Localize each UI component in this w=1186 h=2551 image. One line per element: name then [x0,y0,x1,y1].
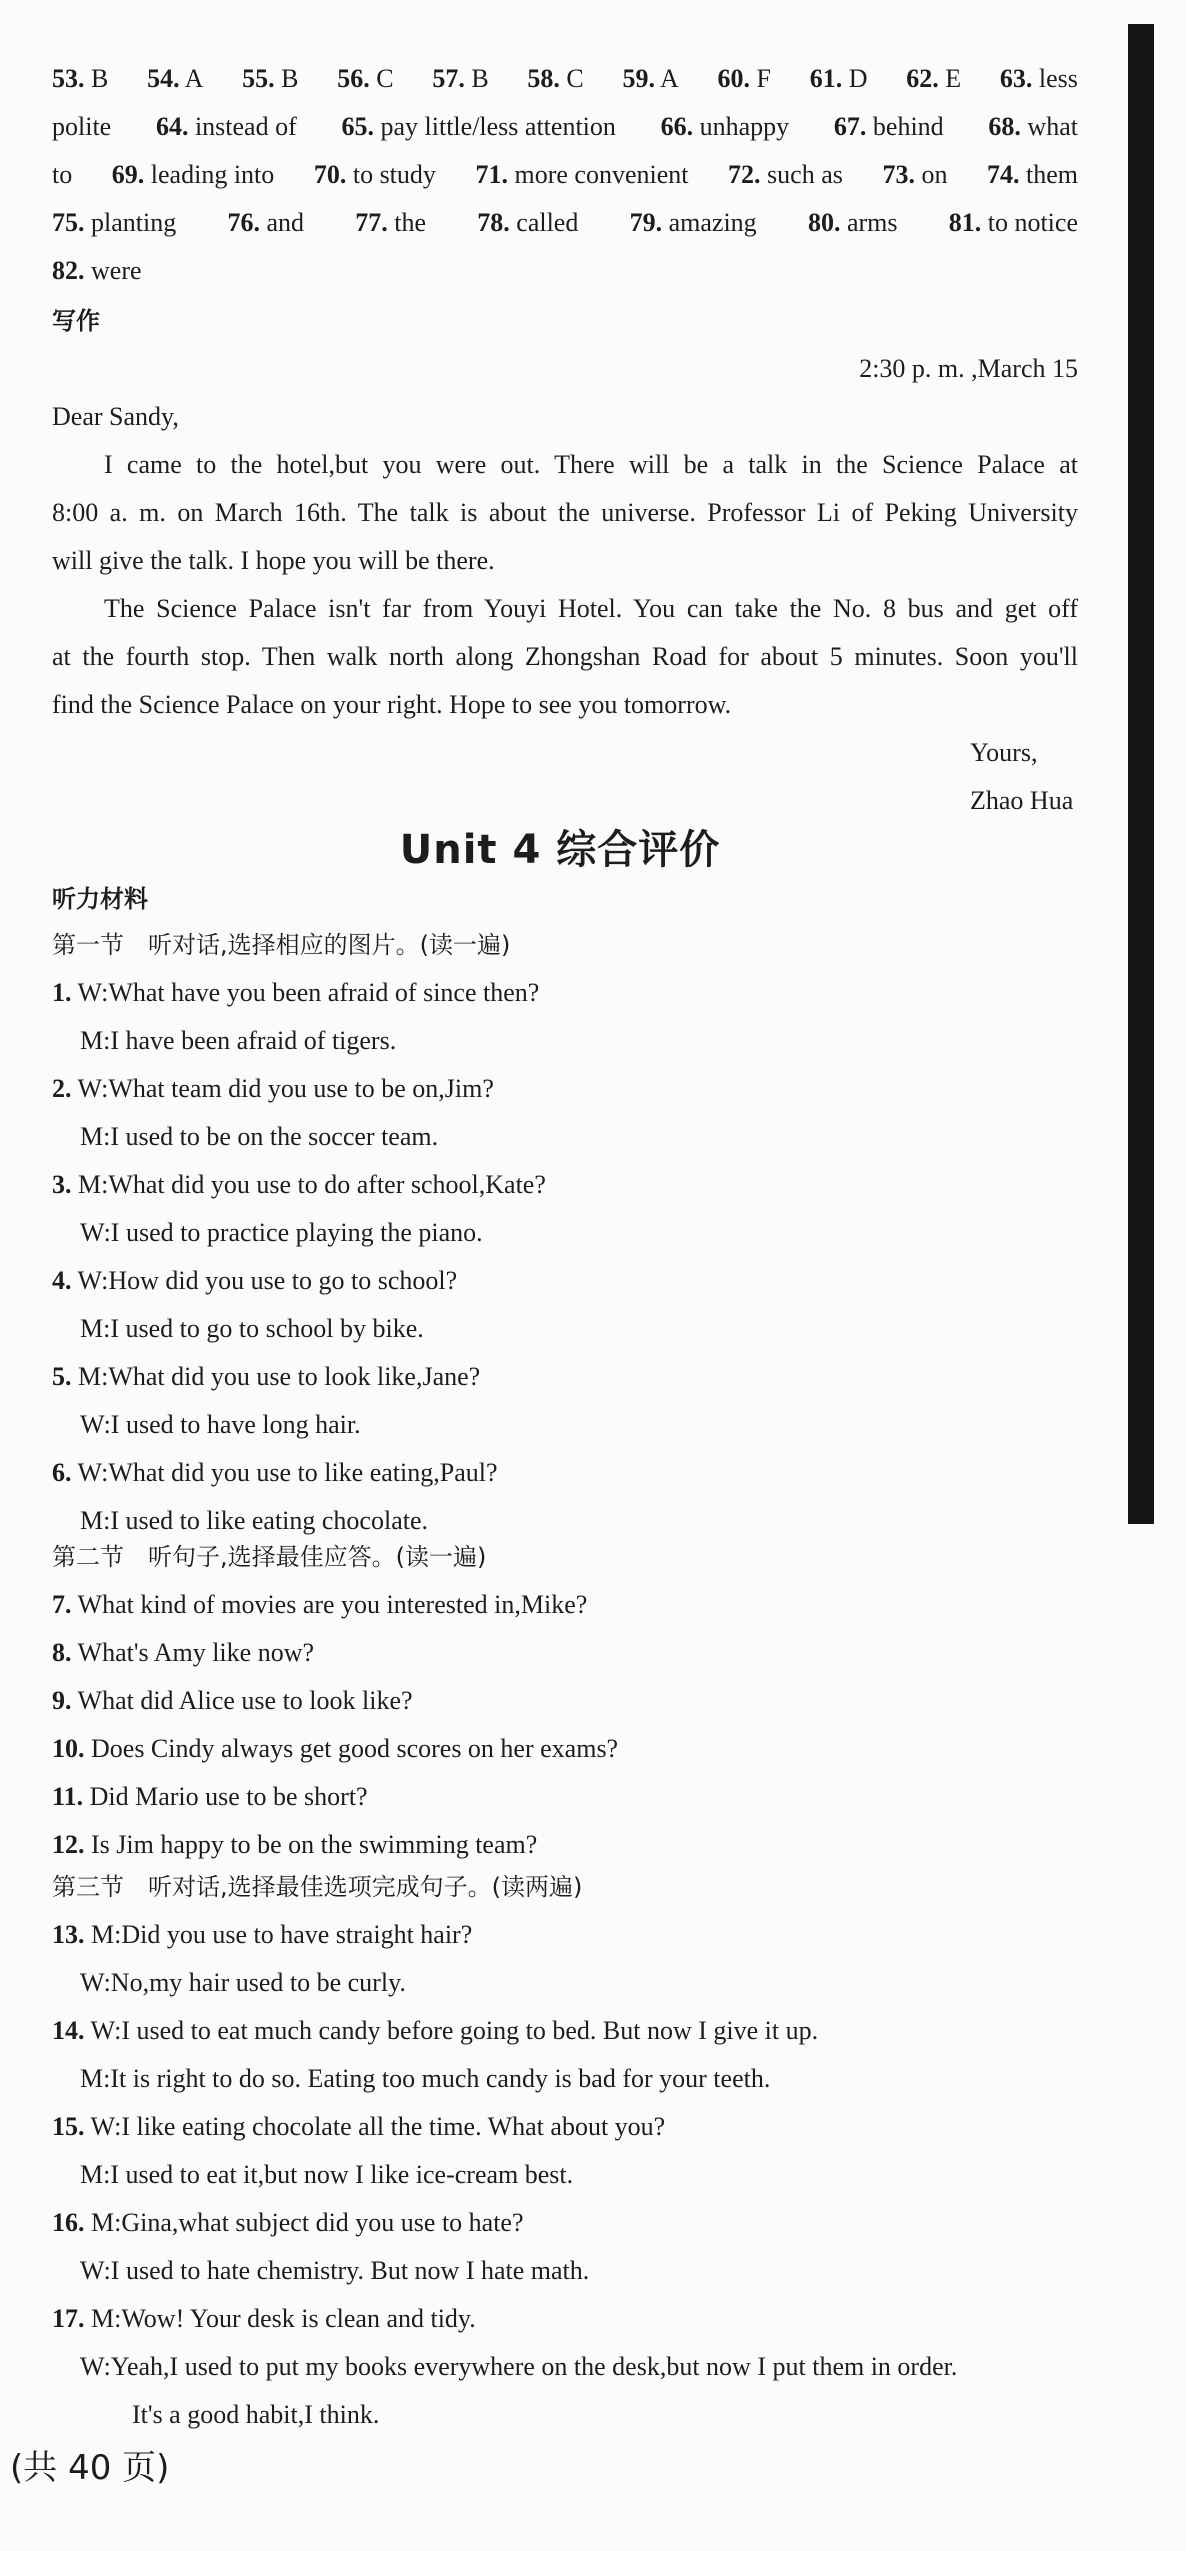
answer-item [477,200,578,246]
answer-text: called [509,208,579,237]
writing-heading: 写作 [52,307,100,335]
letter-paragraph-1-line-2: 8:00 a. m. on March 16th. The talk is about the universe. Professor Li of Peking University [52,498,1078,527]
letter-date: 2:30 p. m. ,March 15 [859,354,1078,383]
question-number: 11. [52,1782,84,1811]
answer-row-4 [52,200,1078,246]
question-number: 14. [52,2016,85,2045]
question-number: 8. [52,1638,72,1667]
line-text: It's a good habit,I think. [132,2400,380,2429]
question-number: 10. [52,1734,85,1763]
answer-number: 69. [111,160,145,189]
listening-line [52,2200,1078,2246]
letter-paragraph-1-line-1: I came to the hotel,but you were out. There will be a talk in the Science Palace at [104,450,1078,479]
answer-number: 63. [999,64,1033,93]
question-number: 3. [52,1170,72,1199]
listening-line [52,1402,1078,1448]
line-text: Does Cindy always get good scores on her exams? [91,1734,619,1763]
listening-line [52,1258,1078,1304]
answer-number: 78. [477,208,510,237]
listening-line [52,970,1078,1016]
line-text: M:Wow! Your desk is clean and tidy. [91,2304,476,2333]
letter-greeting: Dear Sandy, [52,402,179,431]
answer-number: 56. [337,64,370,93]
line-text: W:I used to eat much candy before going to bed. But now I give it up. [90,2016,819,2045]
letter-paragraph-2-line-2: at the fourth stop. Then walk north along Zhongshan Road for about 5 minutes. Soon you'll [52,642,1078,671]
answer-item [242,56,298,102]
line-text: M:I used to be on the soccer team. [80,1122,439,1151]
answer-item [1000,56,1078,102]
answer-text: pay little/less attention [374,112,616,141]
answer-text: on [914,160,948,189]
listening-line [52,1354,1078,1400]
listening-line [52,2248,1078,2294]
answer-text: C [369,64,394,93]
answer-text: what [1020,112,1078,141]
answer-item [342,104,616,150]
answer-number: 59. [622,64,655,93]
answer-number: 80. [807,208,841,237]
line-text: W:I used to hate chemistry. But now I hate math. [80,2256,590,2285]
answer-text: more convenient [507,160,689,189]
answer-number: 62. [906,64,939,93]
answer-item [808,200,898,246]
answer-number: 79. [629,208,663,237]
answer-item [630,200,757,246]
letter-paragraph-2-line-3: find the Science Palace on your right. Hope to see you tomorrow. [52,690,732,719]
answer-row-2 [52,104,1078,150]
listening-line [52,2056,1078,2102]
section-3-heading: 第三节 听对话,选择最佳选项完成句子。(读两遍) [52,1873,583,1901]
question-number: 12. [52,1830,85,1859]
answer-item [527,56,583,102]
answer-text: amazing [662,208,757,237]
answer-number: 66. [660,112,694,141]
line-text: Is Jim happy to be on the swimming team? [91,1830,538,1859]
letter-closing: Yours, [970,738,1038,767]
letter-signature: Zhao Hua [970,786,1074,815]
answer-text: were [84,256,142,285]
answer-number: 75. [52,208,85,237]
question-number: 1. [52,978,72,1007]
page-count-footer: (共 40 页) [10,2448,170,2488]
answer-text: A [654,64,679,93]
line-text: W:What did you use to like eating,Paul? [77,1458,498,1487]
answer-text: B [464,64,489,93]
answer-number: 65. [341,112,374,141]
answer-item [337,56,393,102]
question-number: 6. [52,1458,72,1487]
answer-number: 73. [882,160,915,189]
answer-number: 60. [717,64,751,93]
answer-item [906,56,961,102]
question-number: 5. [52,1362,72,1391]
listening-line [52,1726,1078,1772]
line-text: Did Mario use to be short? [89,1782,368,1811]
answer-number: 81. [948,208,982,237]
answer-text: the [387,208,427,237]
question-number: 15. [52,2112,85,2141]
answer-row-5 [52,248,1078,294]
answer-number: 54. [147,64,180,93]
line-text: W:I like eating chocolate all the time. What about you? [90,2112,666,2141]
answer-item [718,56,771,102]
listening-line [52,1678,1078,1724]
answer-number: 72. [728,160,761,189]
line-text: W:No,my hair used to be curly. [80,1968,406,1997]
listening-line [52,1960,1078,2006]
answer-item [52,56,108,102]
listening-line [52,1210,1078,1256]
answer-item [52,200,176,246]
answer-number: 77. [355,208,388,237]
listening-line [52,1066,1078,1112]
answer-number: 55. [242,64,275,93]
answer-item [112,152,274,198]
scan-edge-bar [1128,24,1154,1524]
line-text: W:I used to practice playing the piano. [80,1218,483,1247]
section-2-heading: 第二节 听句子,选择最佳应答。(读一遍) [52,1543,487,1571]
listening-line [52,2104,1078,2150]
answer-item [987,152,1078,198]
answer-text: to [52,160,73,189]
answer-item [475,152,688,198]
answer-text: less [1032,64,1078,93]
listening-line [52,1774,1078,1820]
answer-number: 82. [52,256,85,285]
answer-text: to notice [981,208,1078,237]
line-text: M:I have been afraid of tigers. [80,1026,397,1055]
line-text: What's Amy like now? [77,1638,315,1667]
listening-line [52,1018,1078,1064]
listening-line [52,2344,1078,2390]
listening-heading: 听力材料 [52,885,148,913]
line-text: M:It is right to do so. Eating too much candy is bad for your teeth. [80,2064,771,2093]
listening-line [52,1822,1078,1868]
listening-line [52,1162,1078,1208]
line-text: M:I used to eat it,but now I like ice-cream best. [80,2160,574,2189]
answer-number: 64. [155,112,189,141]
answer-number: 76. [227,208,260,237]
line-text: M:What did you use to do after school,Kate? [78,1170,546,1199]
answer-number: 57. [432,64,465,93]
answer-item [810,56,868,102]
answer-text: polite [52,112,112,141]
answer-item [52,152,72,198]
answer-text: B [84,64,109,93]
answer-number: 61. [809,64,843,93]
answer-text: planting [84,208,177,237]
listening-line [52,1114,1078,1160]
question-number: 9. [52,1686,72,1715]
answer-item [52,256,142,285]
letter-paragraph-2-line-1: The Science Palace isn't far from Youyi Hotel. You can take the No. 8 bus and get off [104,594,1078,623]
answer-item [622,56,678,102]
listening-line [52,1450,1078,1496]
answer-text: D [842,64,868,93]
answer-text: A [179,64,204,93]
line-text: M:What did you use to look like,Jane? [78,1362,481,1391]
answer-row-1 [52,56,1078,102]
listening-line [52,2296,1078,2342]
answer-number: 67. [833,112,867,141]
section-1-heading: 第一节 听对话,选择相应的图片。(读一遍) [52,931,511,959]
answer-number: 71. [475,160,508,189]
answer-text: F [750,64,772,93]
answer-text: them [1019,160,1078,189]
answer-item [834,104,944,150]
answer-number: 70. [313,160,347,189]
answer-text: C [559,64,584,93]
line-text: W:How did you use to go to school? [77,1266,458,1295]
answer-item [728,152,843,198]
answer-text: E [938,64,962,93]
answer-text: arms [840,208,898,237]
listening-line [52,2392,1078,2438]
answer-item [314,152,436,198]
line-text: M:I used to like eating chocolate. [80,1506,429,1535]
line-text: M:I used to go to school by bike. [80,1314,424,1343]
answer-number: 53. [52,64,85,93]
question-number: 2. [52,1074,72,1103]
answer-text: behind [866,112,944,141]
answer-text: unhappy [693,112,790,141]
answer-item [52,104,111,150]
answer-text: leading into [144,160,275,189]
listening-line [52,2152,1078,2198]
answer-text: and [259,208,305,237]
answer-item [432,56,488,102]
answer-item [661,104,790,150]
answer-text: such as [760,160,843,189]
answer-item [988,104,1078,150]
answer-text: B [274,64,299,93]
question-number: 17. [52,2304,85,2333]
answer-text: to study [346,160,436,189]
question-number: 4. [52,1266,72,1295]
line-text: W:What team did you use to be on,Jim? [77,1074,494,1103]
answer-number: 68. [988,112,1021,141]
answer-item [355,200,426,246]
line-text: W:What have you been afraid of since then? [77,978,540,1007]
line-text: M:Gina,what subject did you use to hate? [91,2208,524,2237]
line-text: What did Alice use to look like? [77,1686,413,1715]
unit-title: Unit 4 综合评价 [399,827,721,873]
letter-paragraph-1-line-3: will give the talk. I hope you will be there. [52,546,495,575]
listening-line [52,1306,1078,1352]
answer-number: 74. [987,160,1020,189]
line-text: M:Did you use to have straight hair? [91,1920,473,1949]
answer-item [227,200,304,246]
answer-item [147,56,203,102]
question-number: 16. [52,2208,85,2237]
line-text: W:Yeah,I used to put my books everywhere on the desk,but now I put them in order. [80,2352,958,2381]
answer-text: instead of [188,112,297,141]
line-text: W:I used to have long hair. [80,1410,361,1439]
question-number: 13. [52,1920,85,1949]
answer-item [882,152,947,198]
answer-row-3 [52,152,1078,198]
question-number: 7. [52,1590,72,1619]
answer-number: 58. [527,64,560,93]
listening-line [52,2008,1078,2054]
listening-line [52,1630,1078,1676]
line-text: What kind of movies are you interested in,Mike? [77,1590,588,1619]
listening-line [52,1912,1078,1958]
answer-item [949,200,1078,246]
answer-item [156,104,297,150]
listening-line [52,1582,1078,1628]
